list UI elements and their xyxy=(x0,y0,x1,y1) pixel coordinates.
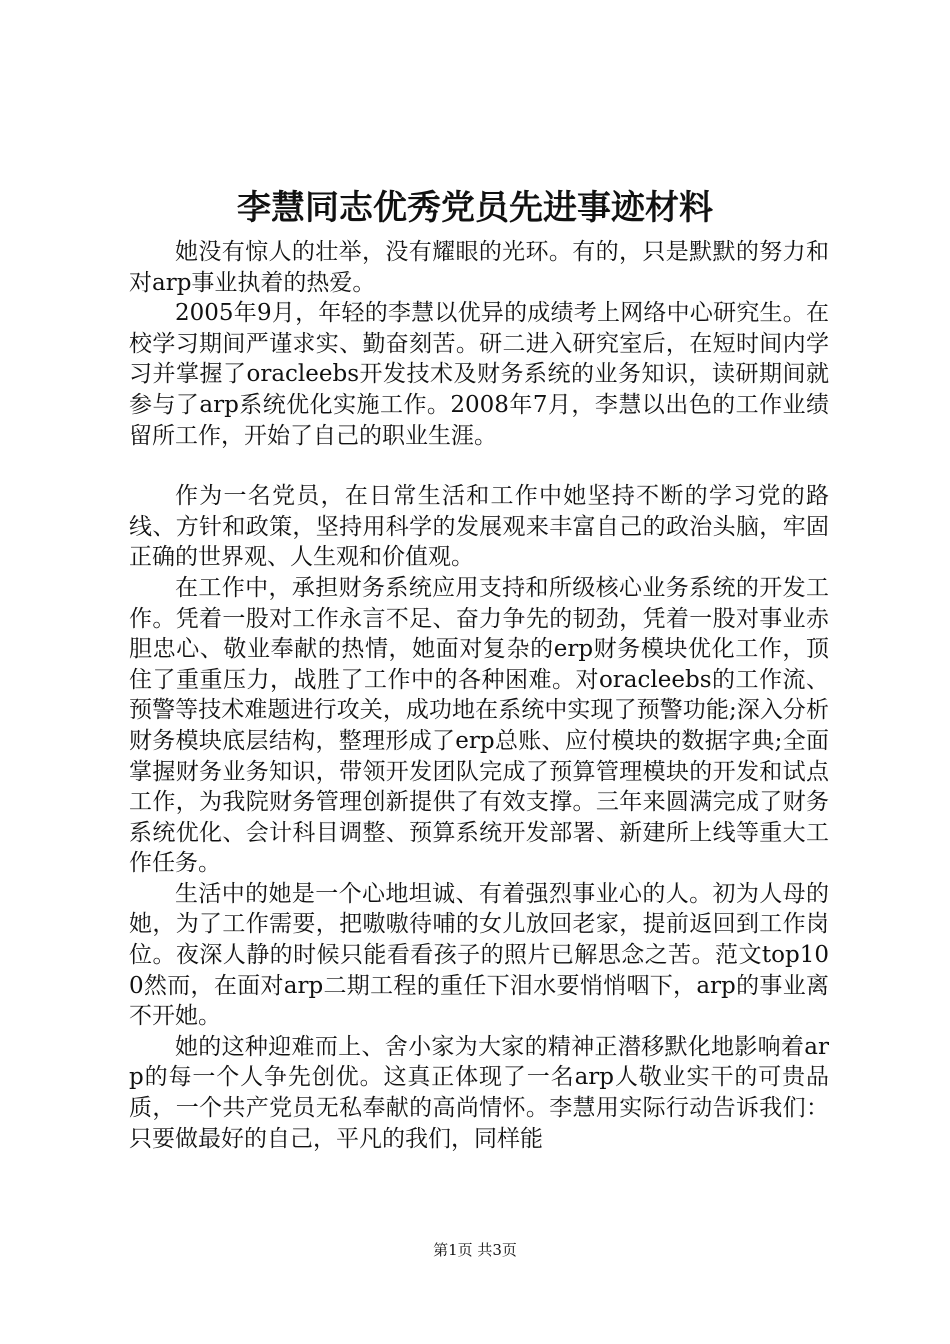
paragraph-life: 生活中的她是一个心地坦诚、有着强烈事业心的人。初为人母的她，为了工作需要，把嗷嗷待哺的女儿放回老家，提前返回到工作岗位。夜深人静的时候只能看看孩子的照片已解思念之苦。范文top100然而，在面对arp二期工程的重任下泪水要悄悄咽下，arp的事业离不开她。 xyxy=(129,880,829,1030)
page-number-footer: 第1页 共3页 xyxy=(433,1241,517,1259)
paragraph-education: 2005年9月，年轻的李慧以优异的成绩考上网络中心研究生。在校学习期间严谨求实、勤奋刻苦。研二进入研究室后，在短时间内学习并掌握了oracleebs开发技术及财务系统的业务知识，读研期间就参与了arp系统优化实施工作。2008年7月，李慧以出色的工作业绩留所工作，开始了自己的职业生涯。 xyxy=(129,300,829,449)
paragraph-party-member: 作为一名党员，在日常生活和工作中她坚持不断的学习党的路线、方针和政策，坚持用科学的发展观来丰富自己的政治头脑，牢固正确的世界观、人生观和价值观。 xyxy=(129,483,829,571)
paragraph-spirit: 她的这种迎难而上、舍小家为大家的精神正潜移默化地影响着arp的每一个人争先创优。这真正体现了一名arp人敬业实干的可贵品质，一个共产党员无私奉献的高尚情怀。李慧用实际行动告诉我们：只要做最好的自己，平凡的我们，同样能 xyxy=(129,1033,829,1152)
document-title: 李慧同志优秀党员先进事迹材料 xyxy=(237,188,713,228)
paragraph-work: 在工作中，承担财务系统应用支持和所级核心业务系统的开发工作。凭着一股对工作永言不足、奋力争先的韧劲，凭着一股对事业赤胆忠心、敬业奉献的热情，她面对复杂的erp财务模块优化工作，顶住了重重压力，战胜了工作中的各种困难。对oracleebs的工作流、预警等技术难题进行攻关，成功地在系统中实现了预警功能;深入分析财务模块底层结构，整理形成了erp总账、应付模块的数据字典;全面掌握财务业务知识，带领开发团队完成了预算管理模块的开发和试点工作，为我院财务管理创新提供了有效支撑。三年来圆满完成了财务系统优化、会计科目调整、预算系统开发部署、新建所上线等重大工作任务。 xyxy=(129,574,829,877)
paragraph-intro: 她没有惊人的壮举，没有耀眼的光环。有的，只是默默的努力和对arp事业执着的热爱。 xyxy=(129,239,829,296)
document-body xyxy=(129,237,829,1154)
